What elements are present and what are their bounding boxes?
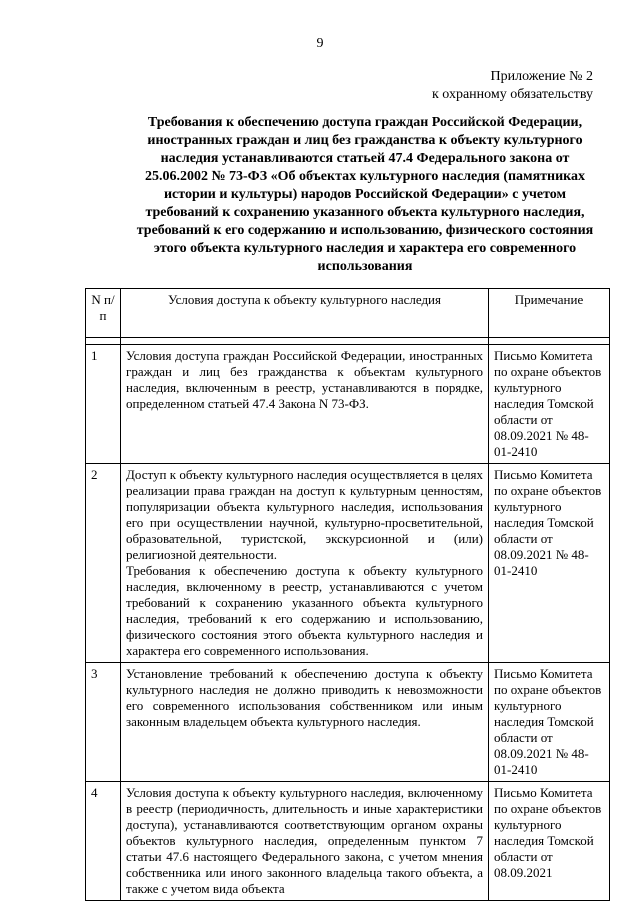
document-title: Требования к обеспечению доступа граждан Российской Федерации, иностранных граждан и лиц без гражданства к объекту культурного наследия устанавливаются статьей 47.4 Федерального закона от 25.06.2002 № 73-ФЗ «Об объектах культурного наследия (памятниках истории и культуры) народов Российской Федерации» с учетом требований к сохранению указанного объекта культурного наследия, требований к его содержанию и использованию, физического состояния этого объекта культурного наследия и характера его современного использования bbox=[136, 115, 594, 274]
header-num: N п/п bbox=[86, 289, 121, 338]
row-note: Письмо Комитета по охране объектов культурного наследия Томской области от 08.09.2021 № 48-01-2410 bbox=[489, 345, 610, 464]
header-conditions: Условия доступа к объекту культурного наследия bbox=[121, 289, 489, 338]
conditions-paragraph: Установление требований к обеспечению доступа к объекту культурного наследия не должно приводить к невозможности его современного использования собственником или иным законным владельцем объекта культурного наследия. bbox=[126, 666, 483, 729]
row-note: Письмо Комитета по охране объектов культурного наследия Томской области от 08.09.2021 № 48-01-2410 bbox=[489, 663, 610, 782]
table-row bbox=[86, 464, 610, 663]
row-num: 2 bbox=[86, 464, 121, 663]
conditions-paragraph: Условия доступа граждан Российской Федерации, иностранных граждан и лиц без гражданства к объектам культурного наследия, включенным в реестр, устанавливаются в порядке, определенном статьей 47.4 Закона N 73-ФЗ. bbox=[126, 348, 483, 411]
header-note: Примечание bbox=[489, 289, 610, 338]
row-num: 1 bbox=[86, 345, 121, 464]
page-number: 9 bbox=[316, 36, 324, 51]
row-note: Письмо Комитета по охране объектов культурного наследия Томской области от 08.09.2021 № 48-01-2410 bbox=[489, 464, 610, 663]
conditions-paragraph: Доступ к объекту культурного наследия осуществляется в целях реализации права граждан на доступ к культурным ценностям, популяризации объекта культурного наследия, использования его при осуществлении научной, культурно-просветительной, образовательной, туристской, экскурсионной и (или) религиозной деятельности. bbox=[126, 467, 483, 562]
appendix-line-1: Приложение № 2 bbox=[490, 69, 593, 84]
conditions-paragraph: Требования к обеспечению доступа к объекту культурного наследия, включенному в реестр, устанавливаются с учетом требований к сохранению указанного объекта культурного наследия, требований к его содержанию и использованию, физического состояния этого объекта культурного наследия и характера его современного использования. bbox=[126, 563, 483, 658]
table-header-row bbox=[86, 289, 610, 338]
table-row bbox=[86, 782, 610, 901]
row-conditions bbox=[121, 464, 489, 663]
row-conditions bbox=[121, 345, 489, 464]
appendix-line-2: к охранному обязательству bbox=[431, 87, 593, 102]
row-note: Письмо Комитета по охране объектов культурного наследия Томской области от 08.09.2021 bbox=[489, 782, 610, 901]
conditions-paragraph: Условия доступа к объекту культурного наследия, включенному в реестр (периодичность, длительность и иные характеристики доступа), устанавливаются соответствующим органом охраны объектов культурного наследия, определенным пунктом 7 статьи 47.6 настоящего Федерального закона, с учетом мнения собственника или иного законного владельца такого объекта, а также с учетом вида объекта bbox=[126, 785, 483, 896]
row-num: 4 bbox=[86, 782, 121, 901]
row-conditions bbox=[121, 782, 489, 901]
table-row bbox=[86, 663, 610, 782]
row-conditions bbox=[121, 663, 489, 782]
row-num: 3 bbox=[86, 663, 121, 782]
appendix-header bbox=[432, 68, 593, 104]
access-requirements-table bbox=[85, 288, 610, 901]
table-row bbox=[86, 345, 610, 464]
